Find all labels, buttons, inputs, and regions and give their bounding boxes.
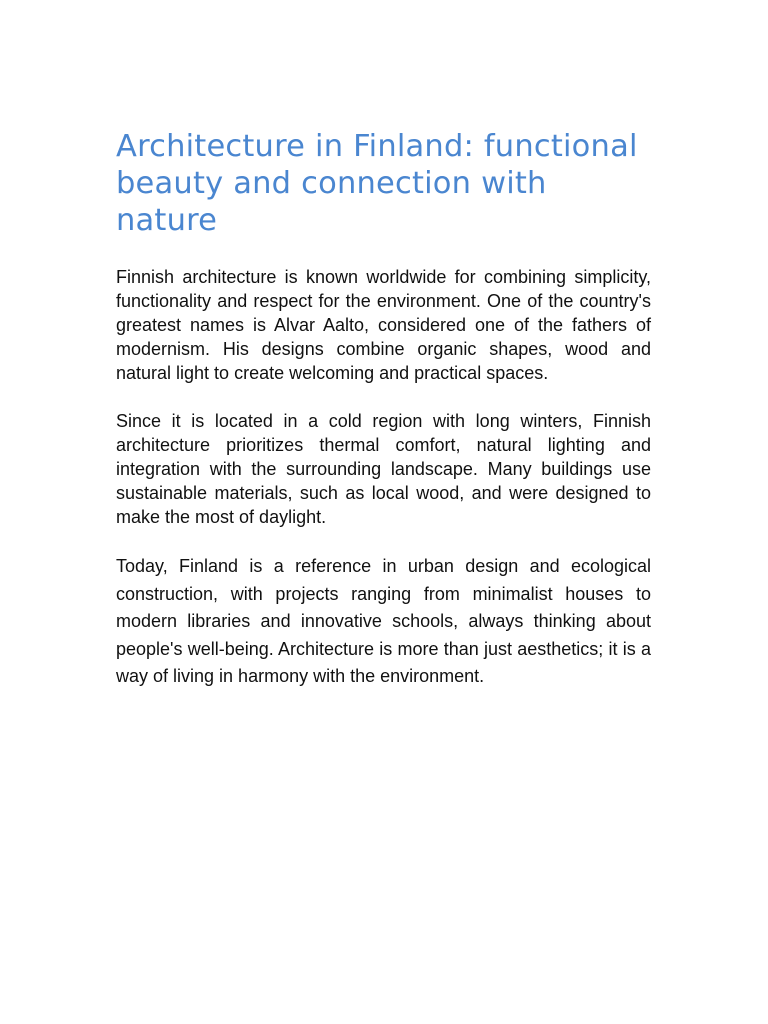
paragraph-intro: Finnish architecture is known worldwide for combining simplicity, functionality and respect for the environment. One of the country's greatest names is Alvar Aalto, considered one of the fathers of modernism. His designs combine organic shapes, wood and natural light to create welcoming and practical spaces. [116, 267, 651, 383]
document-page [116, 128, 651, 691]
paragraph-climate: Since it is located in a cold region with long winters, Finnish architecture prioritizes thermal comfort, natural lighting and integration with the surrounding landscape. Many buildings use sustainable materials, such as local wood, and were designed to make the most of daylight. [116, 411, 651, 527]
paragraph-today: Today, Finland is a reference in urban design and ecological construction, with projects ranging from minimalist houses to modern libraries and innovative schools, always thinking about people's well-being. Architecture is more than just aesthetics; it is a way of living in harmony with the environment. [116, 556, 651, 686]
document-title: Architecture in Finland: functional beauty and connection with nature [116, 129, 638, 238]
